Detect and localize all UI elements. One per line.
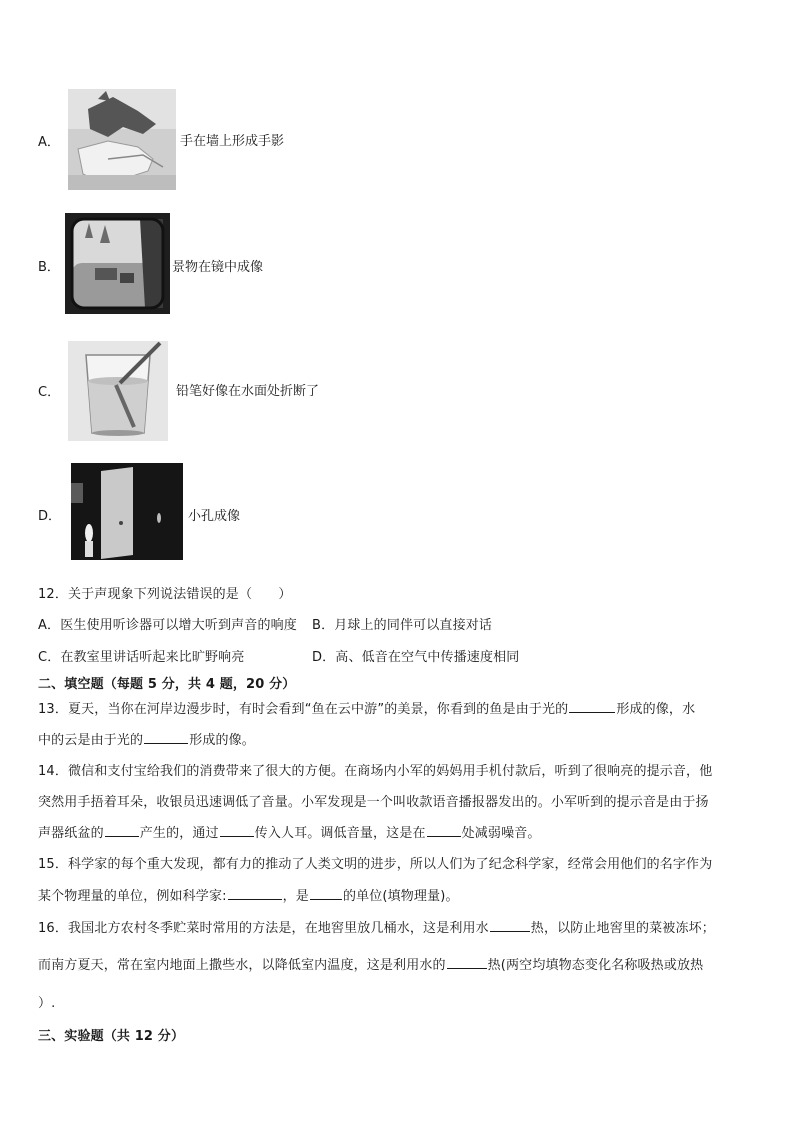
- q13-text-2a: 中的云是由于光的: [38, 733, 144, 748]
- q16-text-1a: 16．我国北方农村冬季贮菜时常用的方法是，在地窖里放几桶水，这是利用水: [38, 921, 489, 936]
- q13-text-2b: 形成的像。: [189, 733, 255, 748]
- q13-blank-2: [144, 731, 188, 744]
- option-b-caption: 景物在镜中成像: [172, 260, 264, 275]
- option-b-letter: B．: [38, 260, 60, 275]
- q12-option-c: C．在教室里讲话听起来比旷野响亮: [38, 650, 245, 665]
- q15-line-2: [38, 885, 459, 904]
- option-d-letter: D．: [38, 509, 62, 524]
- q15-line-1: 15．科学家的每个重大发现，都有力的推动了人类文明的进步，所以人们为了纪念科学家，经常会用他们的名字作为: [38, 857, 713, 872]
- q14-blank-3: [427, 824, 461, 837]
- q16-line-1: [38, 917, 715, 936]
- q14-line-2: 突然用手捂着耳朵，收银员迅速调低了音量。小军发现是一个叫收款语音播报器发出的。小军听到的提示音是由于扬: [38, 795, 709, 810]
- q13-text-1a: 13．夏天，当你在河岸边漫步时，有时会看到“鱼在云中游”的美景，你看到的鱼是由于光的: [38, 702, 569, 717]
- q14-blank-2: [220, 824, 254, 837]
- q16-text-2b: 热(两空均填物态变化名称吸热或放热: [487, 958, 704, 973]
- q16-line-2: [38, 954, 703, 973]
- q13-text-1b: 形成的像，水: [616, 702, 696, 717]
- q13-blank-1: [569, 700, 615, 713]
- q15-text-2c: 的单位(填物理量)。: [342, 889, 459, 904]
- pinhole-camera-photo: [71, 463, 183, 560]
- q12-stem: 12．关于声现象下列说法错误的是（ ）: [38, 587, 292, 602]
- q13-line-1: [38, 698, 695, 717]
- q12-option-a: A．医生使用听诊器可以增大听到声音的响度: [38, 618, 297, 633]
- q14-text-3c: 传入人耳。调低音量，这是在: [254, 826, 426, 841]
- q14-line-1: 14．微信和支付宝给我们的消费带来了很大的方便。在商场内小军的妈妈用手机付款后，听到了很响亮的提示音，他: [38, 764, 713, 779]
- option-d-caption: 小孔成像: [188, 509, 241, 524]
- q16-line-3: ）.: [38, 996, 56, 1011]
- q15-blank-2: [310, 887, 342, 900]
- q14-text-3a: 声器纸盆的: [38, 826, 104, 841]
- car-mirror-photo: [65, 213, 170, 314]
- q14-text-3b: 产生的，通过: [139, 826, 219, 841]
- option-a-letter: A．: [38, 135, 60, 150]
- q13-line-2: [38, 729, 255, 748]
- q16-blank-1: [490, 919, 530, 932]
- hand-shadow-photo: [68, 89, 176, 190]
- section-3-heading: 三、实验题（共 12 分）: [38, 1029, 185, 1044]
- option-c-letter: C．: [38, 385, 61, 400]
- q14-blank-1: [105, 824, 139, 837]
- q14-line-3: [38, 822, 541, 841]
- q16-text-2a: 而南方夏天，常在室内地面上撒些水，以降低室内温度，这是利用水的: [38, 958, 446, 973]
- section-2-heading: 二、填空题（每题 5 分，共 4 题，20 分）: [38, 677, 296, 692]
- q15-text-2b: ，是: [282, 889, 309, 904]
- q12-option-b: B．月球上的同伴可以直接对话: [312, 618, 493, 633]
- q15-text-2a: 某个物理量的单位，例如科学家:: [38, 889, 227, 904]
- q16-text-1b: 热，以防止地窖里的菜被冻坏；: [530, 921, 715, 936]
- q12-option-d: D．高、低音在空气中传播速度相同: [312, 650, 520, 665]
- pencil-in-water-photo: [68, 341, 168, 441]
- option-c-caption: 铅笔好像在水面处折断了: [176, 384, 320, 399]
- q14-text-3d: 处减弱噪音。: [461, 826, 541, 841]
- q15-blank-1: [228, 887, 282, 900]
- option-a-caption: 手在墙上形成手影: [180, 134, 285, 149]
- q16-blank-2: [447, 956, 487, 969]
